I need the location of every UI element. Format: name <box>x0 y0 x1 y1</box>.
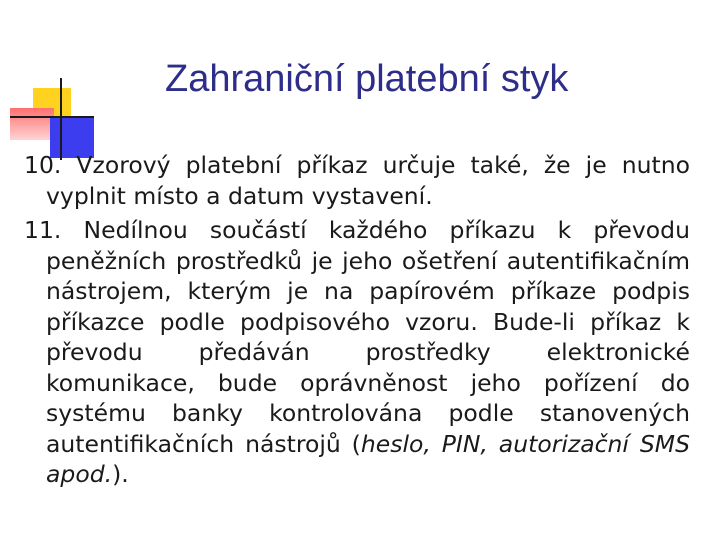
slide-body <box>24 150 690 490</box>
horizontal-rule <box>10 116 94 118</box>
vertical-rule <box>60 78 62 160</box>
list-item-10 <box>24 150 690 211</box>
item-text: Nedílnou součástí každého příkazu k převodu peněžních prostředků je jeho ošetření autentifikačním nástrojem, kterým je na papírovém příkaze podpis příkazce podle podpisového vzoru. Bude-li příkaz k převodu předáván prostředky elektronické komunikace, bude oprávněnost jeho pořízení do systému banky kontrolována podle stanovených autentifikačních nástrojů ( <box>46 216 690 458</box>
item-number: 11. <box>24 216 62 244</box>
title-decoration <box>0 0 110 170</box>
slide-title: Zahraniční platební styk <box>165 58 569 100</box>
red-square <box>10 108 54 140</box>
item-tail-text: ). <box>112 460 129 488</box>
list-item-11 <box>24 215 690 490</box>
item-italic-text: heslo, PIN, autorizační SMS apod. <box>46 429 690 488</box>
item-number: 10. <box>24 151 62 179</box>
item-text: Vzorový platební příkaz určuje také, že je nutno vyplnit místo a datum vystavení. <box>46 151 690 210</box>
